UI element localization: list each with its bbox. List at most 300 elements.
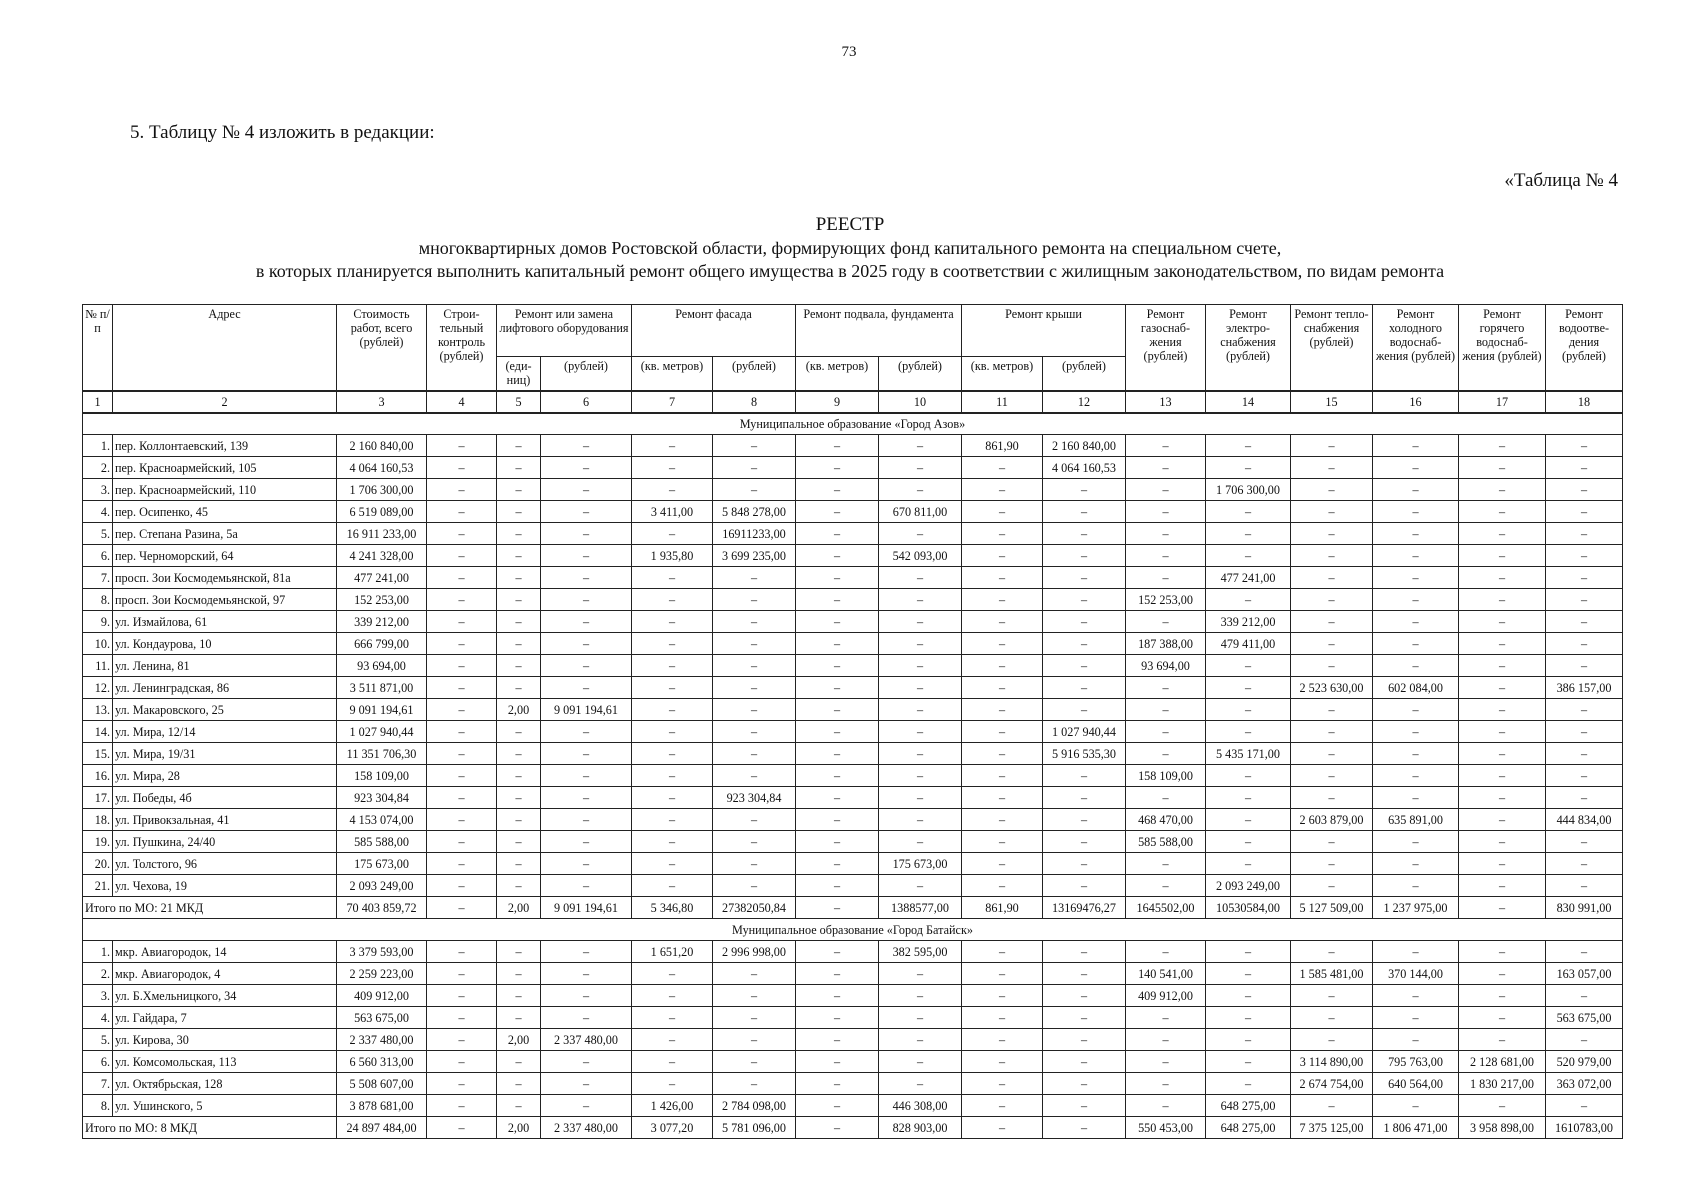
- section-title: Муниципальное образование «Город Азов»: [83, 413, 1623, 435]
- total-cell: 1 806 471,00: [1373, 1117, 1459, 1139]
- table-cell: –: [1459, 655, 1546, 677]
- total-cell: 828 903,00: [879, 1117, 962, 1139]
- subheader-elevator-rubles: (рублей): [541, 357, 632, 391]
- row-address: ул. Привокзальная, 41: [113, 809, 337, 831]
- table-cell: 2 523 630,00: [1291, 677, 1373, 699]
- table-cell: –: [1459, 941, 1546, 963]
- table-cell: –: [1126, 853, 1206, 875]
- table-cell: –: [1373, 853, 1459, 875]
- table-cell: –: [796, 479, 879, 501]
- column-number: 6: [541, 391, 632, 413]
- table-cell: –: [632, 853, 713, 875]
- header-facade: Ремонт фасада: [632, 305, 796, 357]
- table-cell: –: [713, 633, 796, 655]
- table-cell: 6 519 089,00: [337, 501, 427, 523]
- table-row: [83, 633, 1623, 655]
- table-cell: –: [796, 1029, 879, 1051]
- table-cell: –: [427, 567, 497, 589]
- table-cell: –: [879, 743, 962, 765]
- table-cell: 339 212,00: [337, 611, 427, 633]
- row-address: просп. Зои Космодемьянской, 97: [113, 589, 337, 611]
- row-number: 5.: [83, 1029, 113, 1051]
- table-cell: –: [1291, 1095, 1373, 1117]
- table-cell: –: [796, 941, 879, 963]
- table-cell: –: [1546, 501, 1623, 523]
- table-cell: –: [541, 545, 632, 567]
- table-cell: –: [796, 567, 879, 589]
- table-cell: –: [427, 1073, 497, 1095]
- table-row: [83, 523, 1623, 545]
- table-cell: –: [497, 479, 541, 501]
- table-cell: –: [427, 457, 497, 479]
- table-cell: –: [1546, 545, 1623, 567]
- table-cell: 1 027 940,44: [337, 721, 427, 743]
- table-cell: 2,00: [497, 1029, 541, 1051]
- total-cell: –: [427, 897, 497, 919]
- row-number: 7.: [83, 1073, 113, 1095]
- table-cell: –: [713, 699, 796, 721]
- row-number: 6.: [83, 545, 113, 567]
- table-cell: –: [1459, 1029, 1546, 1051]
- row-number: 1.: [83, 435, 113, 457]
- table-cell: –: [879, 567, 962, 589]
- table-cell: –: [1546, 567, 1623, 589]
- column-number: 16: [1373, 391, 1459, 413]
- table-row: [83, 743, 1623, 765]
- table-cell: –: [1043, 1007, 1126, 1029]
- table-cell: –: [632, 875, 713, 897]
- table-cell: 2 093 249,00: [1206, 875, 1291, 897]
- row-address: мкр. Авиагородок, 4: [113, 963, 337, 985]
- total-cell: 70 403 859,72: [337, 897, 427, 919]
- table-cell: –: [1206, 677, 1291, 699]
- row-number: 2.: [83, 963, 113, 985]
- table-cell: –: [962, 655, 1043, 677]
- row-number: 3.: [83, 479, 113, 501]
- table-cell: 585 588,00: [1126, 831, 1206, 853]
- table-cell: –: [1043, 699, 1126, 721]
- table-row: [83, 941, 1623, 963]
- table-cell: –: [879, 523, 962, 545]
- table-cell: –: [541, 1095, 632, 1117]
- table-cell: –: [427, 501, 497, 523]
- table-cell: –: [541, 875, 632, 897]
- table-cell: –: [713, 479, 796, 501]
- table-cell: –: [879, 963, 962, 985]
- table-cell: –: [1206, 1007, 1291, 1029]
- table-cell: –: [632, 699, 713, 721]
- table-cell: –: [1126, 545, 1206, 567]
- table-cell: –: [541, 589, 632, 611]
- table-cell: –: [1126, 941, 1206, 963]
- header-gas: Ремонт газоснаб-жения (рублей): [1126, 305, 1206, 391]
- table-cell: 5 508 607,00: [337, 1073, 427, 1095]
- table-cell: –: [1291, 1007, 1373, 1029]
- table-cell: –: [541, 677, 632, 699]
- table-cell: –: [1291, 985, 1373, 1007]
- table-cell: –: [1291, 1029, 1373, 1051]
- total-cell: 2 337 480,00: [541, 1117, 632, 1139]
- table-cell: –: [1459, 699, 1546, 721]
- table-cell: 1 585 481,00: [1291, 963, 1373, 985]
- header-roof: Ремонт крыши: [962, 305, 1126, 357]
- table-cell: –: [497, 765, 541, 787]
- table-cell: –: [879, 765, 962, 787]
- total-cell: 550 453,00: [1126, 1117, 1206, 1139]
- table-cell: 479 411,00: [1206, 633, 1291, 655]
- row-address: ул. Измайлова, 61: [113, 611, 337, 633]
- table-cell: –: [879, 809, 962, 831]
- table-cell: –: [1043, 787, 1126, 809]
- table-cell: –: [1373, 875, 1459, 897]
- table-cell: 2 337 480,00: [337, 1029, 427, 1051]
- row-number: 14.: [83, 721, 113, 743]
- header-hot-water: Ремонт горячего водоснаб-жения (рублей): [1459, 305, 1546, 391]
- table-row: [83, 985, 1623, 1007]
- row-address: пер. Степана Разина, 5а: [113, 523, 337, 545]
- table-cell: –: [1546, 1029, 1623, 1051]
- table-cell: 666 799,00: [337, 633, 427, 655]
- table-cell: –: [1043, 963, 1126, 985]
- table-cell: –: [632, 721, 713, 743]
- column-number: 13: [1126, 391, 1206, 413]
- table-cell: –: [962, 809, 1043, 831]
- table-row: [83, 853, 1623, 875]
- row-address: ул. Мира, 19/31: [113, 743, 337, 765]
- table-cell: –: [427, 633, 497, 655]
- table-cell: –: [1546, 875, 1623, 897]
- table-cell: 140 541,00: [1126, 963, 1206, 985]
- table-cell: 2 259 223,00: [337, 963, 427, 985]
- total-cell: 2,00: [497, 1117, 541, 1139]
- table-cell: –: [1291, 655, 1373, 677]
- table-cell: –: [1291, 875, 1373, 897]
- table-cell: –: [1459, 985, 1546, 1007]
- table-cell: –: [497, 1095, 541, 1117]
- table-cell: –: [796, 831, 879, 853]
- total-cell: 5 127 509,00: [1291, 897, 1373, 919]
- row-number: 20.: [83, 853, 113, 875]
- table-cell: –: [1459, 853, 1546, 875]
- table-cell: –: [541, 567, 632, 589]
- table-cell: –: [541, 963, 632, 985]
- table-row: [83, 963, 1623, 985]
- table-cell: –: [879, 831, 962, 853]
- table-row: [83, 589, 1623, 611]
- table-cell: –: [796, 589, 879, 611]
- table-cell: 2 603 879,00: [1291, 809, 1373, 831]
- table-cell: –: [962, 501, 1043, 523]
- table-cell: 2 160 840,00: [337, 435, 427, 457]
- table-cell: –: [497, 545, 541, 567]
- row-number: 6.: [83, 1051, 113, 1073]
- table-cell: –: [632, 435, 713, 457]
- table-cell: 1 651,20: [632, 941, 713, 963]
- table-cell: 5 916 535,30: [1043, 743, 1126, 765]
- table-cell: 670 811,00: [879, 501, 962, 523]
- header-cold-water: Ремонт холодного водоснаб-жения (рублей): [1373, 305, 1459, 391]
- table-cell: –: [1291, 699, 1373, 721]
- table-cell: –: [962, 1007, 1043, 1029]
- table-cell: –: [713, 457, 796, 479]
- table-cell: –: [541, 611, 632, 633]
- table-cell: –: [541, 479, 632, 501]
- table-cell: –: [1459, 809, 1546, 831]
- row-number: 4.: [83, 501, 113, 523]
- table-cell: –: [879, 479, 962, 501]
- column-number: 11: [962, 391, 1043, 413]
- table-cell: 175 673,00: [337, 853, 427, 875]
- table-cell: –: [497, 523, 541, 545]
- table-row: [83, 1007, 1623, 1029]
- table-cell: –: [541, 457, 632, 479]
- table-cell: –: [1373, 1007, 1459, 1029]
- row-address: просп. Зои Космодемьянской, 81а: [113, 567, 337, 589]
- table-row: [83, 1073, 1623, 1095]
- table-row: [83, 567, 1623, 589]
- table-cell: 795 763,00: [1373, 1051, 1459, 1073]
- table-cell: –: [1206, 787, 1291, 809]
- table-cell: –: [796, 545, 879, 567]
- table-cell: –: [796, 611, 879, 633]
- table-cell: –: [541, 941, 632, 963]
- table-cell: –: [1043, 611, 1126, 633]
- table-cell: –: [1291, 501, 1373, 523]
- table-cell: –: [796, 457, 879, 479]
- total-cell: 5 346,80: [632, 897, 713, 919]
- table-cell: –: [497, 941, 541, 963]
- table-cell: –: [1291, 545, 1373, 567]
- table-row: [83, 765, 1623, 787]
- table-cell: –: [1459, 875, 1546, 897]
- table-cell: 5 435 171,00: [1206, 743, 1291, 765]
- table-cell: –: [1373, 985, 1459, 1007]
- total-cell: –: [1043, 1117, 1126, 1139]
- table-cell: –: [1373, 479, 1459, 501]
- header-elevator: Ремонт или замена лифтового оборудования: [497, 305, 632, 357]
- total-cell: –: [796, 1117, 879, 1139]
- row-address: пер. Черноморский, 64: [113, 545, 337, 567]
- table-cell: –: [796, 875, 879, 897]
- table-cell: –: [713, 963, 796, 985]
- table-cell: –: [1459, 633, 1546, 655]
- table-row: [83, 611, 1623, 633]
- table-cell: –: [497, 1007, 541, 1029]
- table-cell: –: [1459, 721, 1546, 743]
- table-cell: –: [1126, 699, 1206, 721]
- table-cell: –: [1043, 479, 1126, 501]
- table-cell: –: [427, 875, 497, 897]
- table-cell: –: [1546, 457, 1623, 479]
- table-cell: –: [1373, 655, 1459, 677]
- table-cell: –: [1043, 523, 1126, 545]
- table-cell: –: [962, 831, 1043, 853]
- table-cell: –: [1459, 831, 1546, 853]
- table-cell: –: [427, 831, 497, 853]
- row-address: ул. Ленина, 81: [113, 655, 337, 677]
- row-address: ул. Ушинского, 5: [113, 1095, 337, 1117]
- table-cell: 446 308,00: [879, 1095, 962, 1117]
- table-cell: –: [1126, 523, 1206, 545]
- table-cell: –: [427, 765, 497, 787]
- table-cell: –: [1459, 457, 1546, 479]
- table-cell: –: [962, 721, 1043, 743]
- total-cell: 5 781 096,00: [713, 1117, 796, 1139]
- table-cell: –: [962, 941, 1043, 963]
- table-cell: –: [632, 589, 713, 611]
- table-cell: –: [1206, 963, 1291, 985]
- table-cell: –: [962, 1051, 1043, 1073]
- table-cell: –: [1206, 941, 1291, 963]
- table-cell: –: [1043, 633, 1126, 655]
- table-cell: –: [632, 1073, 713, 1095]
- row-address: ул. Мира, 28: [113, 765, 337, 787]
- table-cell: –: [713, 435, 796, 457]
- instruction-text: 5. Таблицу № 4 изложить в редакции:: [130, 122, 435, 143]
- table-cell: –: [1291, 721, 1373, 743]
- row-address: ул. Октябрьская, 128: [113, 1073, 337, 1095]
- table-cell: –: [796, 699, 879, 721]
- table-cell: –: [1126, 479, 1206, 501]
- total-cell: –: [427, 1117, 497, 1139]
- table-cell: –: [427, 479, 497, 501]
- table-cell: –: [713, 721, 796, 743]
- header-sewer: Ремонт водоотве-дения (рублей): [1546, 305, 1623, 391]
- table-cell: –: [427, 941, 497, 963]
- table-cell: –: [427, 1095, 497, 1117]
- total-cell: 2,00: [497, 897, 541, 919]
- table-cell: –: [497, 633, 541, 655]
- row-address: ул. Чехова, 19: [113, 875, 337, 897]
- table-cell: 9 091 194,61: [337, 699, 427, 721]
- table-cell: 3 411,00: [632, 501, 713, 523]
- table-cell: –: [1459, 1007, 1546, 1029]
- table-cell: –: [1546, 743, 1623, 765]
- subheader-elevator-units: (еди-ниц): [497, 357, 541, 391]
- table-cell: –: [713, 567, 796, 589]
- table-cell: –: [962, 567, 1043, 589]
- table-cell: –: [1291, 589, 1373, 611]
- table-cell: –: [879, 985, 962, 1007]
- table-cell: –: [427, 963, 497, 985]
- table-cell: –: [1206, 1073, 1291, 1095]
- table-cell: –: [1373, 699, 1459, 721]
- table-cell: 1 935,80: [632, 545, 713, 567]
- row-address: пер. Осипенко, 45: [113, 501, 337, 523]
- table-cell: 16 911 233,00: [337, 523, 427, 545]
- table-cell: –: [713, 765, 796, 787]
- table-cell: –: [1546, 941, 1623, 963]
- table-cell: –: [427, 787, 497, 809]
- column-number: 3: [337, 391, 427, 413]
- row-number: 2.: [83, 457, 113, 479]
- row-number: 5.: [83, 523, 113, 545]
- table-cell: –: [1206, 809, 1291, 831]
- table-row: [83, 787, 1623, 809]
- table-cell: 2 093 249,00: [337, 875, 427, 897]
- column-number: 7: [632, 391, 713, 413]
- table-cell: –: [632, 457, 713, 479]
- table-cell: –: [427, 655, 497, 677]
- table-cell: –: [632, 655, 713, 677]
- table-cell: –: [1126, 677, 1206, 699]
- table-row: [83, 677, 1623, 699]
- table-cell: –: [1373, 1095, 1459, 1117]
- table-cell: –: [962, 633, 1043, 655]
- table-cell: –: [879, 435, 962, 457]
- table-cell: –: [879, 611, 962, 633]
- table-cell: –: [541, 1051, 632, 1073]
- table-cell: –: [1126, 743, 1206, 765]
- table-cell: –: [1459, 501, 1546, 523]
- table-cell: –: [632, 809, 713, 831]
- table-cell: –: [713, 1051, 796, 1073]
- table-cell: 923 304,84: [337, 787, 427, 809]
- table-cell: –: [1043, 1095, 1126, 1117]
- table-cell: –: [427, 611, 497, 633]
- page-number: 73: [841, 44, 857, 60]
- table-cell: –: [962, 677, 1043, 699]
- table-cell: –: [1546, 787, 1623, 809]
- register-subtitle-1: многоквартирных домов Ростовской области, формирующих фонд капитального ремонта на специальном счете,: [418, 238, 1282, 258]
- table-cell: –: [713, 853, 796, 875]
- table-cell: –: [1043, 985, 1126, 1007]
- table-cell: 1 027 940,44: [1043, 721, 1126, 743]
- table-cell: –: [796, 765, 879, 787]
- column-number: 14: [1206, 391, 1291, 413]
- table-cell: –: [1373, 1029, 1459, 1051]
- table-cell: –: [879, 677, 962, 699]
- table-cell: 648 275,00: [1206, 1095, 1291, 1117]
- table-cell: –: [962, 611, 1043, 633]
- table-cell: –: [632, 1007, 713, 1029]
- column-number: 10: [879, 391, 962, 413]
- table-cell: 4 064 160,53: [1043, 457, 1126, 479]
- table-cell: –: [1126, 435, 1206, 457]
- table-row: [83, 1051, 1623, 1073]
- table-cell: –: [1206, 501, 1291, 523]
- table-cell: –: [1126, 1007, 1206, 1029]
- row-address: ул. Мира, 12/14: [113, 721, 337, 743]
- table-cell: 1 706 300,00: [1206, 479, 1291, 501]
- register-subtitle-2: в которых планируется выполнить капитальный ремонт общего имущества в 2025 году в соответствии с жилищным законодательством, по видам ремонта: [255, 261, 1445, 281]
- table-cell: –: [796, 435, 879, 457]
- total-cell: 24 897 484,00: [337, 1117, 427, 1139]
- table-cell: –: [1546, 1095, 1623, 1117]
- table-row: [83, 1029, 1623, 1051]
- table-cell: –: [796, 1051, 879, 1073]
- table-cell: –: [497, 589, 541, 611]
- table-cell: –: [497, 567, 541, 589]
- table-cell: 444 834,00: [1546, 809, 1623, 831]
- table-cell: 5 848 278,00: [713, 501, 796, 523]
- table-cell: –: [427, 985, 497, 1007]
- table-cell: 93 694,00: [1126, 655, 1206, 677]
- table-cell: –: [1373, 765, 1459, 787]
- table-cell: 2 160 840,00: [1043, 435, 1126, 457]
- total-row: [83, 897, 1623, 919]
- total-cell: 13169476,27: [1043, 897, 1126, 919]
- table-cell: 409 912,00: [1126, 985, 1206, 1007]
- column-number: 15: [1291, 391, 1373, 413]
- section-header-row: [83, 919, 1623, 941]
- table-cell: 563 675,00: [337, 1007, 427, 1029]
- table-cell: –: [1206, 1051, 1291, 1073]
- table-cell: –: [962, 1029, 1043, 1051]
- table-cell: –: [541, 985, 632, 1007]
- table-cell: –: [1546, 765, 1623, 787]
- header-heat: Ремонт тепло-снабжения (рублей): [1291, 305, 1373, 391]
